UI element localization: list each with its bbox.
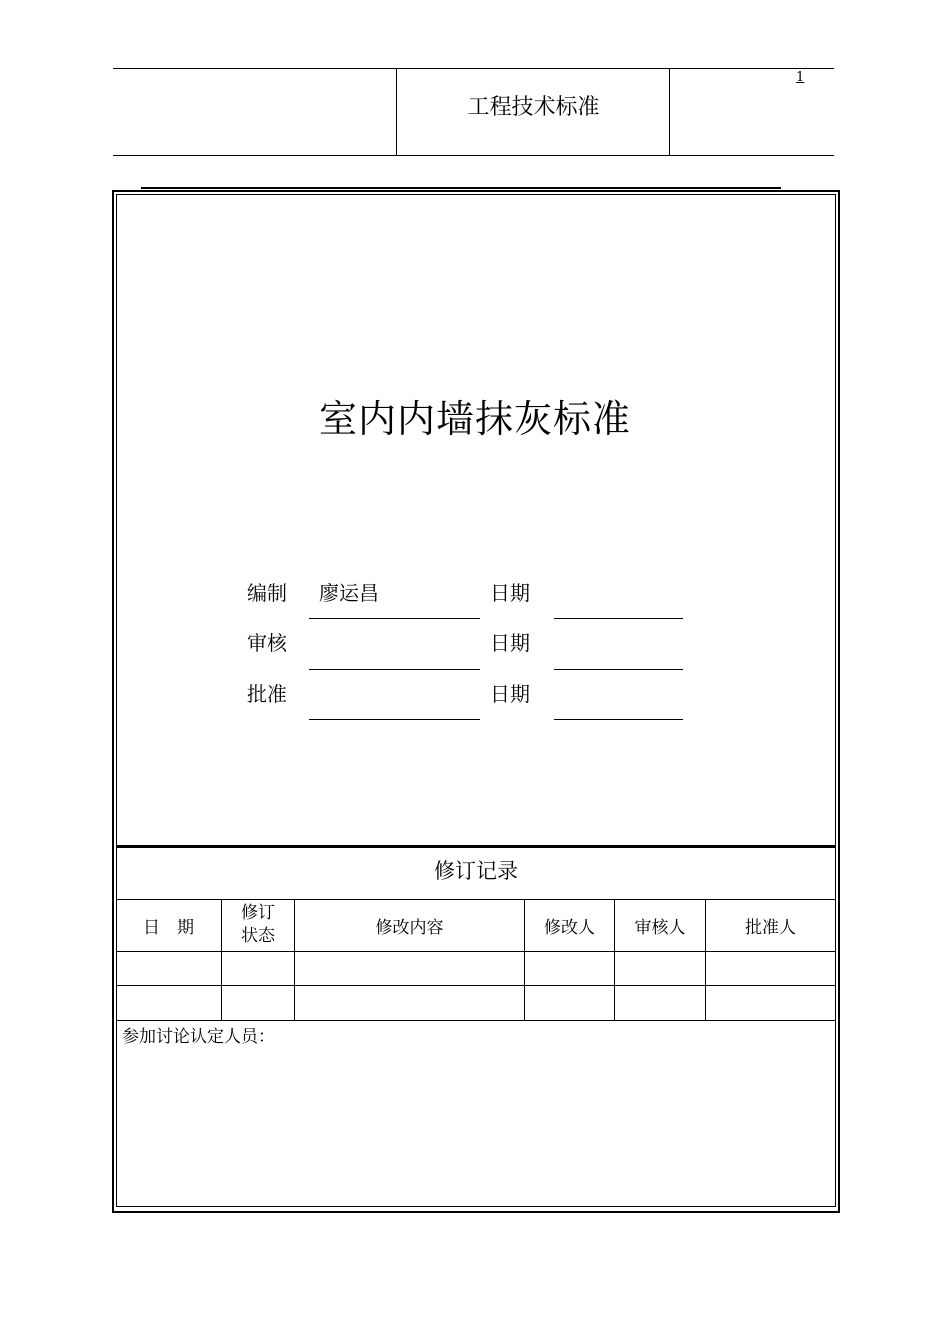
column-header-approved-by: 批准人	[745, 918, 796, 938]
reviewed-by-label: 审核	[247, 631, 287, 655]
header-title: 工程技术标准	[467, 95, 600, 120]
header-top-rule	[113, 68, 834, 69]
column-header-modified-by: 修改人	[544, 918, 595, 938]
approved-by-label: 批准	[247, 682, 287, 706]
document-title: 室内内墙抹灰标准	[318, 397, 631, 441]
revision-title: 修订记录	[434, 859, 518, 883]
frame-top-rule	[141, 187, 781, 189]
reviewed-by-line	[309, 669, 480, 670]
table-row	[116, 952, 835, 985]
document-frame-inner	[116, 194, 836, 1207]
table-row	[116, 986, 835, 1020]
revision-table-bottom-rule	[116, 1020, 835, 1021]
reviewed-date-line	[554, 669, 683, 670]
approved-date-label: 日期	[490, 682, 530, 706]
approved-by-line	[309, 719, 480, 720]
revision-header-top-rule	[116, 899, 835, 900]
cover-divider	[116, 845, 836, 848]
compiled-by-value: 廖运昌	[319, 581, 379, 605]
compiled-by-label: 编制	[247, 581, 287, 605]
compiled-by-line	[309, 618, 480, 619]
column-header-reviewed-by: 审核人	[634, 918, 686, 938]
column-header-revision-status: 修订 状态	[241, 903, 275, 946]
header-bottom-rule	[113, 155, 834, 156]
reviewed-date-label: 日期	[490, 631, 530, 655]
compiled-date-label: 日期	[490, 581, 530, 605]
column-header-content: 修改内容	[375, 918, 444, 938]
page-number: 1	[796, 70, 805, 85]
approved-date-line	[554, 719, 683, 720]
column-header-date: 日 期	[143, 918, 194, 938]
compiled-date-line	[554, 618, 683, 619]
participants-label: 参加讨论认定人员：	[122, 1027, 275, 1047]
